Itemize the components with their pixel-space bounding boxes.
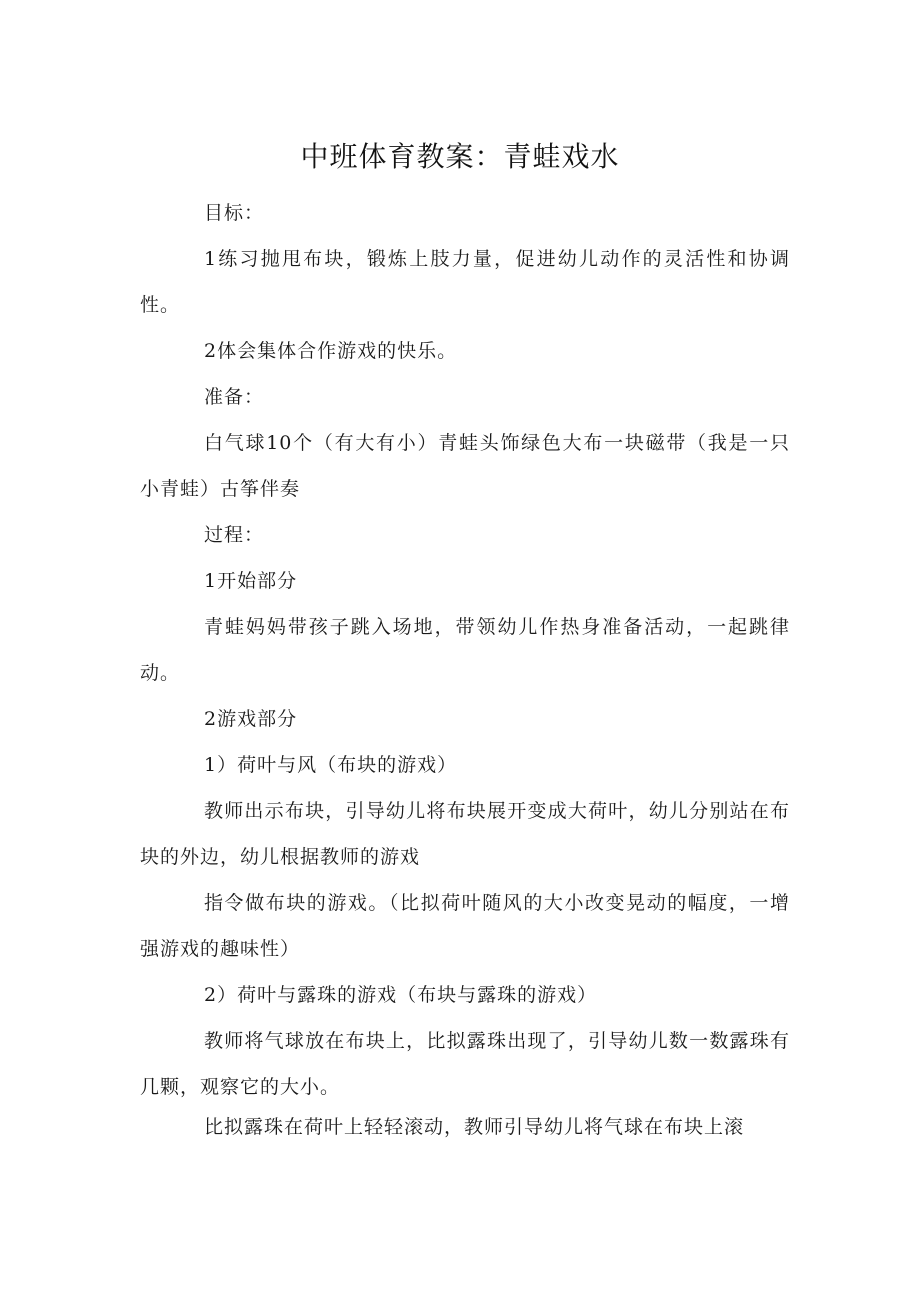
paragraph-goal-2: 2体会集体合作游戏的快乐。 [204, 340, 458, 362]
document-title: 中班体育教案：青蛙戏水 [300, 140, 620, 173]
paragraph-prep-heading: 准备： [204, 386, 265, 408]
paragraph-game-2-roll: 比拟露珠在荷叶上轻轻滚动，教师引导幼儿将气球在布块上滚 [204, 1116, 745, 1138]
paragraph-game-1-desc: 教师出示布块，引导幼儿将布块展开变成大荷叶，幼儿分别站在布块的外边，幼儿根据教师的游戏 [140, 800, 790, 868]
paragraph-warmup: 青蛙妈妈带孩子跳入场地，带领幼儿作热身准备活动，一起跳律动。 [140, 616, 790, 684]
paragraph-game-1-instruction: 指令做布块的游戏。（比拟荷叶随风的大小改变晃动的幅度，一增强游戏的趣味性） [140, 892, 790, 960]
paragraph-goal-1: 1练习抛甩布块，锻炼上肢力量，促进幼儿动作的灵活性和协调性。 [140, 248, 790, 316]
paragraph-game-section: 2游戏部分 [204, 708, 298, 730]
paragraph-process-heading: 过程： [204, 524, 265, 546]
paragraph-start-section: 1开始部分 [204, 570, 298, 592]
paragraph-game-2-title: 2）荷叶与露珠的游戏（布块与露珠的游戏） [204, 984, 598, 1006]
paragraph-prep-materials: 白气球10个（有大有小）青蛙头饰绿色大布一块磁带（我是一只小青蛙）古筝伴奏 [140, 432, 790, 500]
paragraph-goal-heading: 目标： [204, 202, 265, 224]
paragraph-game-2-desc: 教师将气球放在布块上，比拟露珠出现了，引导幼儿数一数露珠有几颗，观察它的大小。 [140, 1030, 790, 1098]
paragraph-game-1-title: 1）荷叶与风（布块的游戏） [204, 754, 458, 776]
document-body [140, 190, 790, 1150]
